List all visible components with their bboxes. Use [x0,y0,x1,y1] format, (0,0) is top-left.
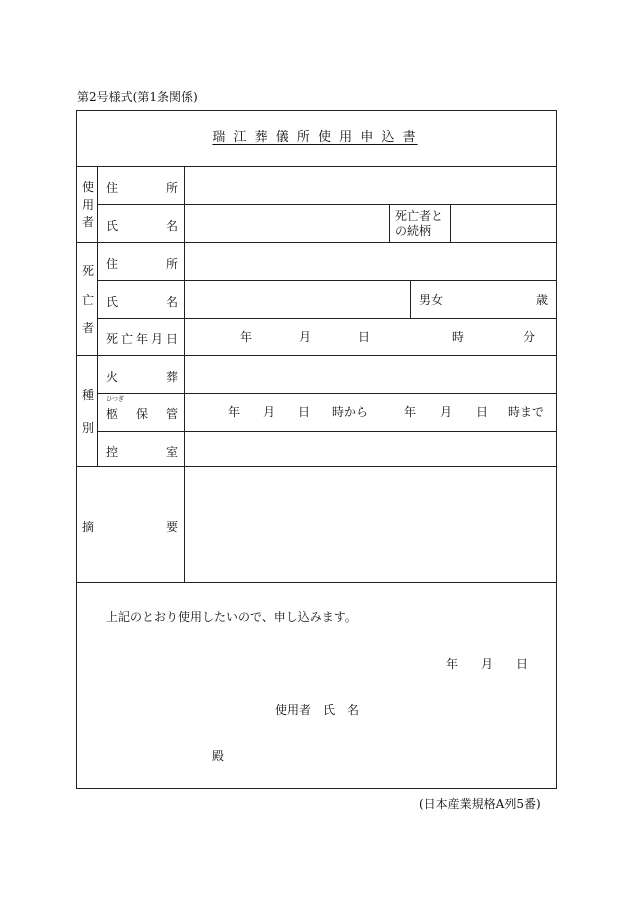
coffin-storage-label: 柩 保 管 [106,407,178,421]
death-day-unit: 日 [358,330,371,344]
divider [76,166,557,167]
divider [184,166,185,582]
divider [76,466,557,467]
storage-end-hour-unit: 時まで [508,405,545,419]
storage-start-hour-unit: 時から [332,405,369,419]
age-unit: 歳 [536,293,549,307]
death-hour-unit: 時 [452,330,465,344]
storage-start-day-unit: 日 [298,405,311,419]
deceased-section-label: 死 亡 者 [81,264,94,335]
divider [389,204,390,242]
death-month-unit: 月 [299,330,312,344]
declaration-text: 上記のとおり使用したいので、申し込みます。 [106,610,357,624]
storage-end-month-unit: 月 [440,405,453,419]
divider [97,280,557,281]
paper-size-note: (日本産業規格A列5番) [419,797,541,811]
applicant-name-caption: 使用者 氏 名 [275,703,360,717]
divider [97,204,557,205]
addressee-suffix: 殿 [212,749,225,763]
divider [76,355,557,356]
divider [97,393,557,394]
death-date-label: 死 亡 年 月 日 [106,332,178,346]
waiting-room-label: 控 室 [106,445,178,459]
divider [97,318,557,319]
divider [450,204,451,242]
relation-label-line2: の続柄 [395,224,432,238]
sign-month-unit: 月 [481,657,494,671]
divider [97,166,98,466]
storage-end-day-unit: 日 [476,405,489,419]
divider [410,280,411,318]
remarks-label: 摘 要 [82,520,178,534]
sign-year-unit: 年 [446,657,459,671]
relation-label-line1: 死亡者と [395,209,444,223]
divider [97,431,557,432]
deceased-address-label: 住 所 [106,257,178,271]
deceased-name-label: 氏 名 [106,295,178,309]
form-number: 第2号様式(第1条関係) [77,90,198,104]
applicant-address-label: 住 所 [106,181,178,195]
divider [76,242,557,243]
divider [76,582,557,583]
applicant-section-label: 使 用 者 [81,180,94,229]
applicant-name-label: 氏 名 [106,219,178,233]
storage-end-year-unit: 年 [404,405,417,419]
type-section-label: 種 別 [81,388,94,435]
form-title: 瑞 江 葬 儀 所 使 用 申 込 書 [212,130,418,145]
cremation-label: 火 葬 [106,370,178,384]
death-year-unit: 年 [240,330,253,344]
storage-start-year-unit: 年 [228,405,241,419]
storage-start-month-unit: 月 [263,405,276,419]
gender-option: 男女 [419,293,444,307]
coffin-storage-ruby: ひつぎ [106,396,125,403]
sign-day-unit: 日 [516,657,529,671]
death-minute-unit: 分 [523,330,536,344]
